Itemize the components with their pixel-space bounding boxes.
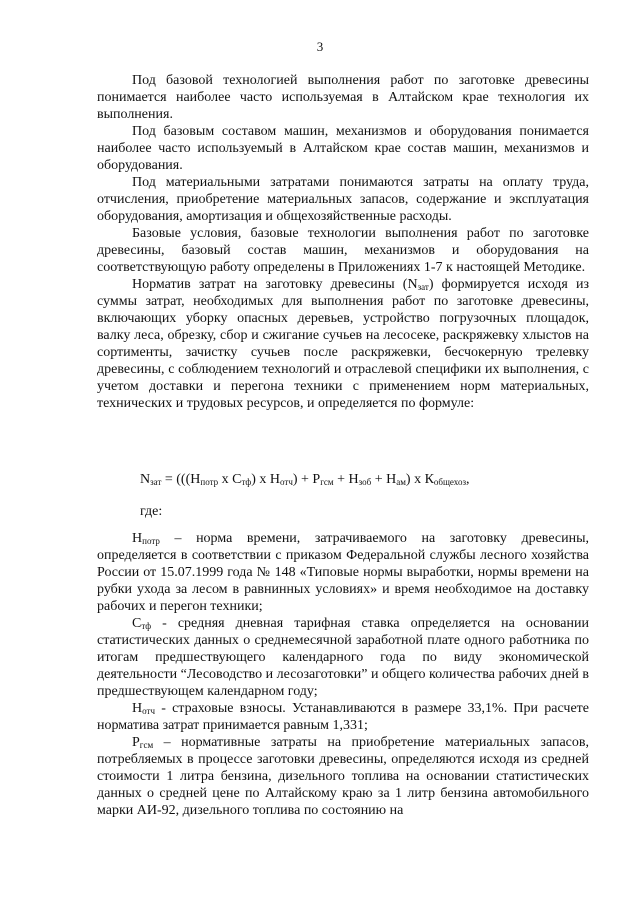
- definition-r-gsm: [97, 734, 589, 819]
- formula-sub: зоб: [358, 477, 372, 487]
- formula-sub: тф: [241, 477, 252, 487]
- def-symbol: Н: [132, 531, 143, 546]
- formula-part: + Н: [371, 472, 397, 487]
- definitions-block: [97, 530, 589, 819]
- page-number: 3: [316, 39, 324, 54]
- formula: [140, 471, 470, 488]
- formula-sub: ам: [396, 477, 406, 487]
- norm-text-after: ) формируется исходя из суммы затрат, необходимых для выполнения работ по заготовке древесины, включающих уборку опасных деревьев, устройство погрузочных площадок, валку леса, обрезку, сбор и сжигание сучьев на лесосеке, раскряжевку хлыстов на сортименты, зачистку сучьев после раскряжевки, бесчокерную трелевку древесины, с соблюдением технологий и отраслевой специфики их выполнения, с учетом доставки и перегона техники с применением норм материальных, технических и трудовых ресурсов, и определяется по формуле:: [97, 277, 589, 411]
- def-subscript: тф: [141, 621, 152, 631]
- paragraph-base-technology: Под базовой технологией выполнения работ по заготовке древесины понимается наиболее часто используемая в Алтайском крае технология их выполнения.: [97, 73, 589, 122]
- def-subscript: отч: [142, 706, 155, 716]
- def-text: – нормативные затраты на приобретение материальных запасов, потребляемых в процессе заготовки древесины, определяются исходя из средней стоимости 1 литра бензина, дизельного топлива на основании статистических данных о средней цене по Алтайскому краю за 1 литр бензина автомобильного марки АИ-92, дизельного топлива по состоянию на: [97, 735, 589, 818]
- definition-n-otch: [97, 700, 589, 734]
- paragraph-base-conditions: Базовые условия, базовые технологии выполнения работ по заготовке древесины, базовый состав машин, механизмов и оборудования на соответствующую работу определены в Приложениях 1-7 к настоящей Методике.: [97, 226, 589, 275]
- formula-part: + Н: [333, 472, 359, 487]
- definition-s-tf: [97, 615, 589, 700]
- formula-part: N: [140, 472, 151, 487]
- norm-text-before: Норматив затрат на заготовку древесины (N: [132, 277, 418, 292]
- formula-sub: общехоз: [433, 477, 467, 487]
- formula-sub: гсм: [320, 477, 334, 487]
- formula-part: ) x К: [405, 472, 434, 487]
- paragraph-material-costs: Под материальными затратами понимаются затраты на оплату труда, отчисления, приобретение материальных запасов, содержание и эксплуатация оборудования, амортизация и общехозяйственные расходы.: [97, 175, 589, 224]
- def-symbol: Н: [132, 701, 143, 716]
- formula-sub: потр: [200, 477, 219, 487]
- def-subscript: гсм: [139, 740, 154, 750]
- formula-part: ) x Н: [251, 472, 281, 487]
- def-symbol: С: [132, 616, 142, 631]
- formula-part: ) + Р: [292, 472, 321, 487]
- formula-sub: зат: [150, 477, 162, 487]
- def-text: - страховые взносы. Устанавливаются в размере 33,1%. При расчете норматива затрат принимается равным 1,331;: [97, 701, 589, 733]
- formula-part: x С: [218, 472, 242, 487]
- def-text: - средняя дневная тарифная ставка определяется на основании статистических данных о среднемесячной заработной плате одного работника по итогам предшествующего календарного года по виду экономической деятельности “Лесоводство и лесозаготовки” и общего количества рабочих дней в предшествующем календарном году;: [97, 616, 589, 699]
- formula-sub: отч: [280, 477, 293, 487]
- text-block-top: [97, 72, 589, 412]
- def-symbol: Р: [132, 735, 140, 750]
- norm-subscript: зат: [417, 282, 429, 292]
- paragraph-norm-costs: [97, 276, 589, 412]
- def-subscript: потр: [142, 536, 160, 546]
- definition-n-potr: [97, 530, 589, 615]
- paragraph-base-machinery: Под базовым составом машин, механизмов и оборудования понимается наиболее часто используемый в Алтайском крае состав машин, механизмов и оборудования.: [97, 124, 589, 173]
- def-text: – норма времени, затрачиваемого на заготовку древесины, определяется в соответствии с приказом Федеральной службы лесного хозяйства России от 15.07.1999 года № 148 «Типовые нормы выработки, нормы времени на рубки ухода за лесом в равнинных условиях» и время необходимое на доставку рабочих и перегон техники;: [97, 531, 589, 614]
- formula-part: = (((Н: [161, 472, 201, 487]
- where-label: где:: [140, 504, 163, 519]
- formula-part: ,: [466, 472, 470, 487]
